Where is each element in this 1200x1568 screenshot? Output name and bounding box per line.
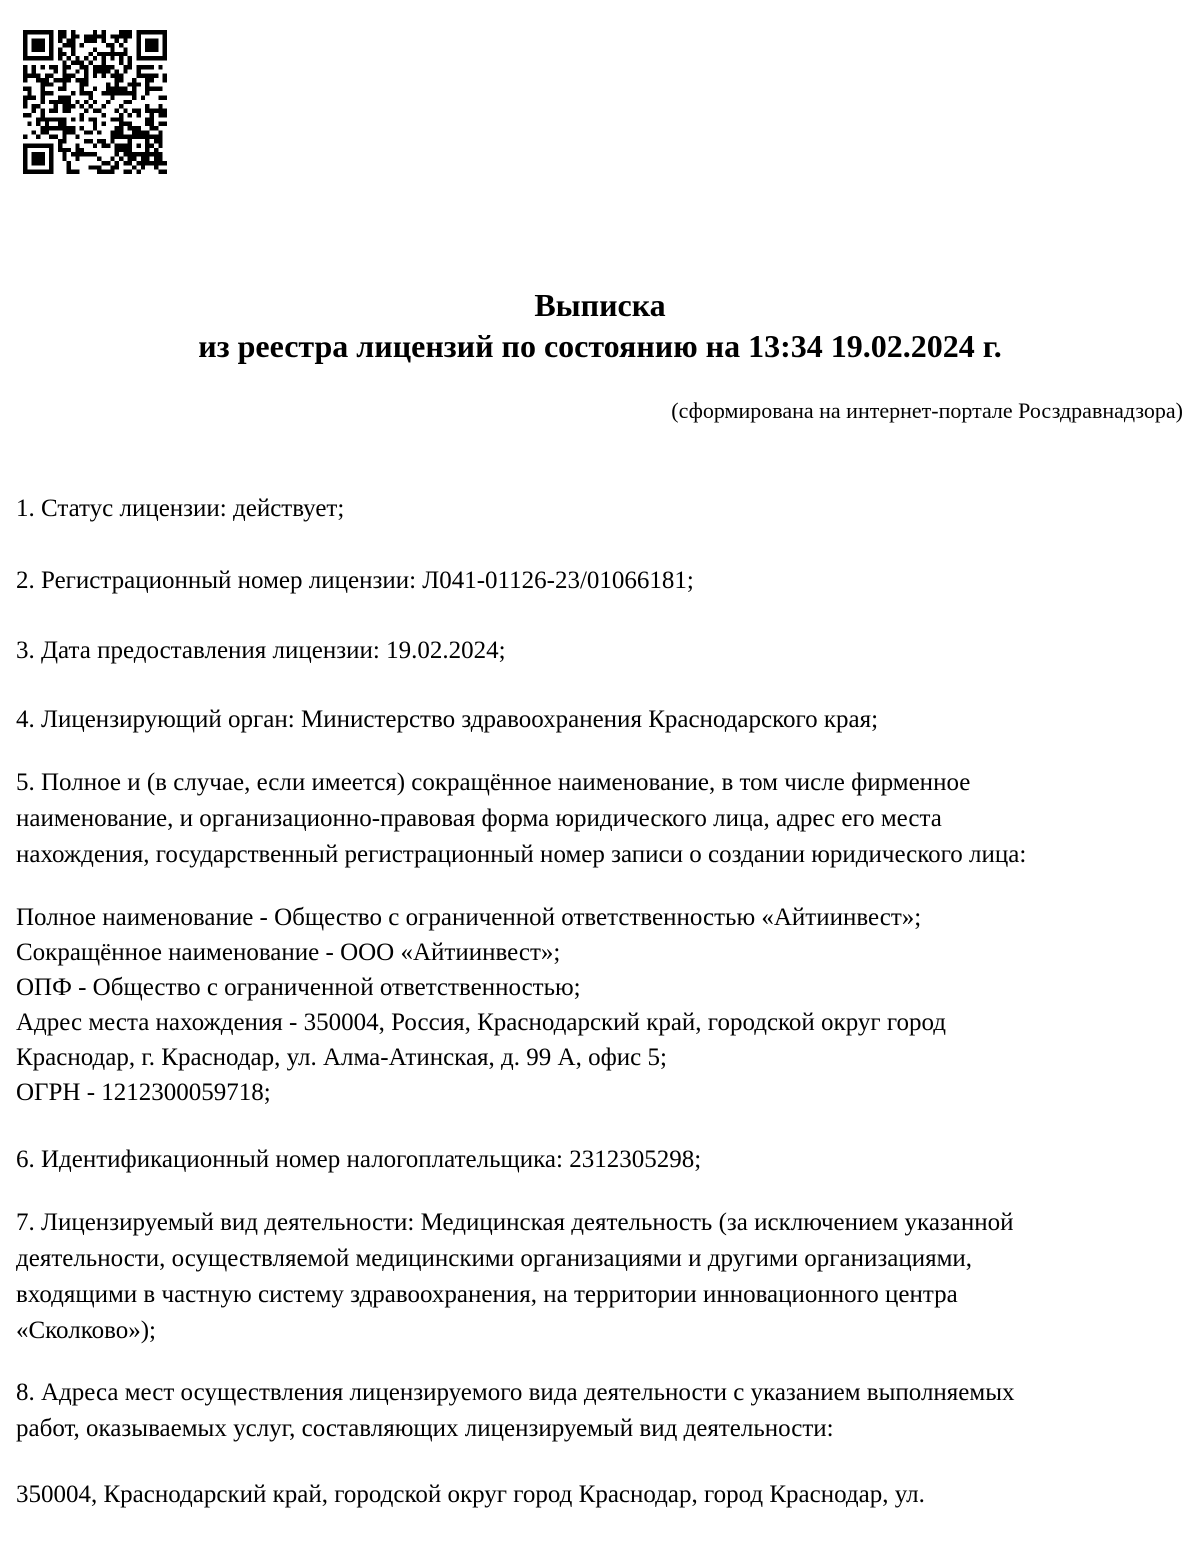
paragraph-registration-number bbox=[16, 563, 1184, 599]
paragraph-legal-entity-details bbox=[16, 900, 1184, 1110]
title-line-1: Выписка bbox=[534, 287, 666, 323]
paragraph-taxpayer-number bbox=[16, 1142, 1184, 1178]
text-line: деятельности, осуществляемой медицинскими организациями и другими организациями, bbox=[16, 1245, 973, 1272]
text-line: 3. Дата предоставления лицензии: 19.02.2024; bbox=[16, 637, 506, 664]
text-line: 7. Лицензируемый вид деятельности: Медицинская деятельность (за исключением указанной bbox=[16, 1209, 1014, 1236]
text-line: 6. Идентификационный номер налогоплательщика: 2312305298; bbox=[16, 1146, 702, 1173]
text-line: Полное наименование - Общество с ограниченной ответственностью «Айтиинвест»; bbox=[16, 904, 922, 931]
qr-code-icon bbox=[23, 30, 167, 174]
text-line: «Сколково»); bbox=[16, 1317, 156, 1344]
paragraph-legal-entity-heading bbox=[16, 765, 1184, 873]
paragraph-activity-address bbox=[16, 1477, 1184, 1513]
text-line: Краснодар, г. Краснодар, ул. Алма-Атинская, д. 99 А, офис 5; bbox=[16, 1044, 667, 1071]
text-line: наименование, и организационно-правовая форма юридического лица, адрес его места bbox=[16, 805, 942, 832]
document-title bbox=[0, 285, 1200, 367]
paragraph-activity-addresses-heading bbox=[16, 1375, 1184, 1447]
text-line: Сокращённое наименование - ООО «Айтиинвест»; bbox=[16, 939, 561, 966]
text-line: 4. Лицензирующий орган: Министерство здравоохранения Краснодарского края; bbox=[16, 706, 879, 733]
text-line: 2. Регистрационный номер лицензии: Л041-01126-23/01066181; bbox=[16, 567, 694, 594]
text-line: ОГРН - 1212300059718; bbox=[16, 1079, 271, 1106]
text-line: Адрес места нахождения - 350004, Россия, Краснодарский край, городской округ город bbox=[16, 1009, 946, 1036]
paragraph-licensed-activity bbox=[16, 1205, 1184, 1349]
text-line: работ, оказываемых услуг, составляющих лицензируемый вид деятельности: bbox=[16, 1415, 834, 1442]
text-line: 8. Адреса мест осуществления лицензируемого вида деятельности с указанием выполняемых bbox=[16, 1379, 1015, 1406]
paragraph-licensing-authority bbox=[16, 702, 1184, 738]
text-line: 5. Полное и (в случае, если имеется) сокращённое наименование, в том числе фирменное bbox=[16, 769, 971, 796]
title-line-2: из реестра лицензий по состоянию на 13:34 19.02.2024 г. bbox=[198, 328, 1002, 364]
text-line: 1. Статус лицензии: действует; bbox=[16, 495, 345, 522]
text-line: ОПФ - Общество с ограниченной ответственностью; bbox=[16, 974, 581, 1001]
paragraph-license-status bbox=[16, 491, 1184, 527]
text-line: нахождения, государственный регистрационный номер записи о создании юридического лица: bbox=[16, 841, 1027, 868]
text-line: входящими в частную систему здравоохранения, на территории инновационного центра bbox=[16, 1281, 958, 1308]
paragraph-license-date bbox=[16, 633, 1184, 669]
document-subtitle: (сформирована на интернет-портале Росздравнадзора) bbox=[671, 398, 1183, 423]
text-line: 350004, Краснодарский край, городской округ город Краснодар, город Краснодар, ул. bbox=[16, 1481, 925, 1508]
